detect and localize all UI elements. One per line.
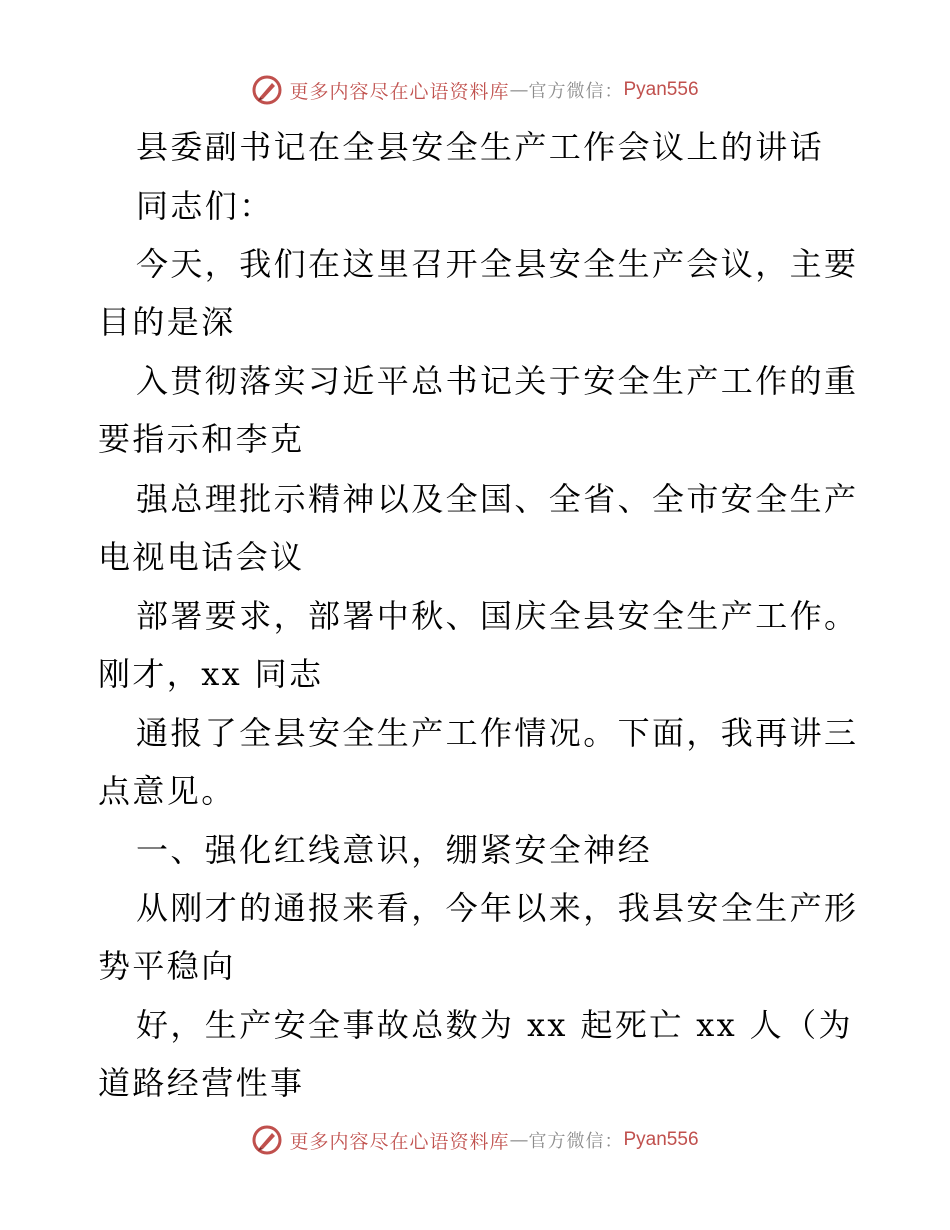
watermark-site-text: 更多内容尽在心语资料库 [289, 1130, 510, 1153]
header-watermark [0, 70, 950, 110]
watermark-separator: — [509, 79, 529, 101]
watermark-site-text: 更多内容尽在心语资料库 [289, 80, 510, 103]
pen-logo-icon [251, 1124, 283, 1156]
text-line: 电视电话会议 [98, 538, 305, 576]
salutation: 同志们： [136, 187, 274, 225]
document-title: 县委副书记在全县安全生产工作会议上的讲话 [136, 128, 825, 166]
watermark-wechat-id: Pyan556 [623, 1129, 699, 1150]
text-line: 今天，我们在这里召开全县安全生产会议，主要 [136, 245, 859, 283]
text-line: 点意见。 [98, 772, 236, 810]
pen-logo-icon [251, 74, 283, 106]
section-heading: 一、强化红线意识，绷紧安全神经 [136, 831, 653, 869]
text-line: 势平稳向 [98, 947, 236, 985]
footer-watermark [0, 1120, 950, 1160]
text-line: 入贯彻落实习近平总书记关于安全生产工作的重 [136, 362, 859, 400]
watermark-wechat-label: 官方微信： [528, 1131, 624, 1152]
text-line: 部署要求，部署中秋、国庆全县安全生产工作。 [136, 597, 859, 635]
text-line: 道路经营性事 [98, 1064, 305, 1102]
text-line: 要指示和李克 [98, 420, 305, 458]
text-line: 强总理批示精神以及全国、全省、全市安全生产 [136, 480, 859, 518]
text-line: 好，生产安全事故总数为 xx 起死亡 xx 人（为 [136, 1006, 853, 1044]
text-line: 目的是深 [98, 303, 236, 341]
text-line: 刚才，xx 同志 [98, 655, 324, 693]
watermark-separator: — [509, 1129, 529, 1151]
watermark-wechat-id: Pyan556 [623, 79, 699, 100]
text-line: 从刚才的通报来看，今年以来，我县安全生产形 [136, 889, 859, 927]
watermark-wechat-label: 官方微信： [528, 81, 624, 102]
text-line: 通报了全县安全生产工作情况。下面，我再讲三 [136, 714, 859, 752]
